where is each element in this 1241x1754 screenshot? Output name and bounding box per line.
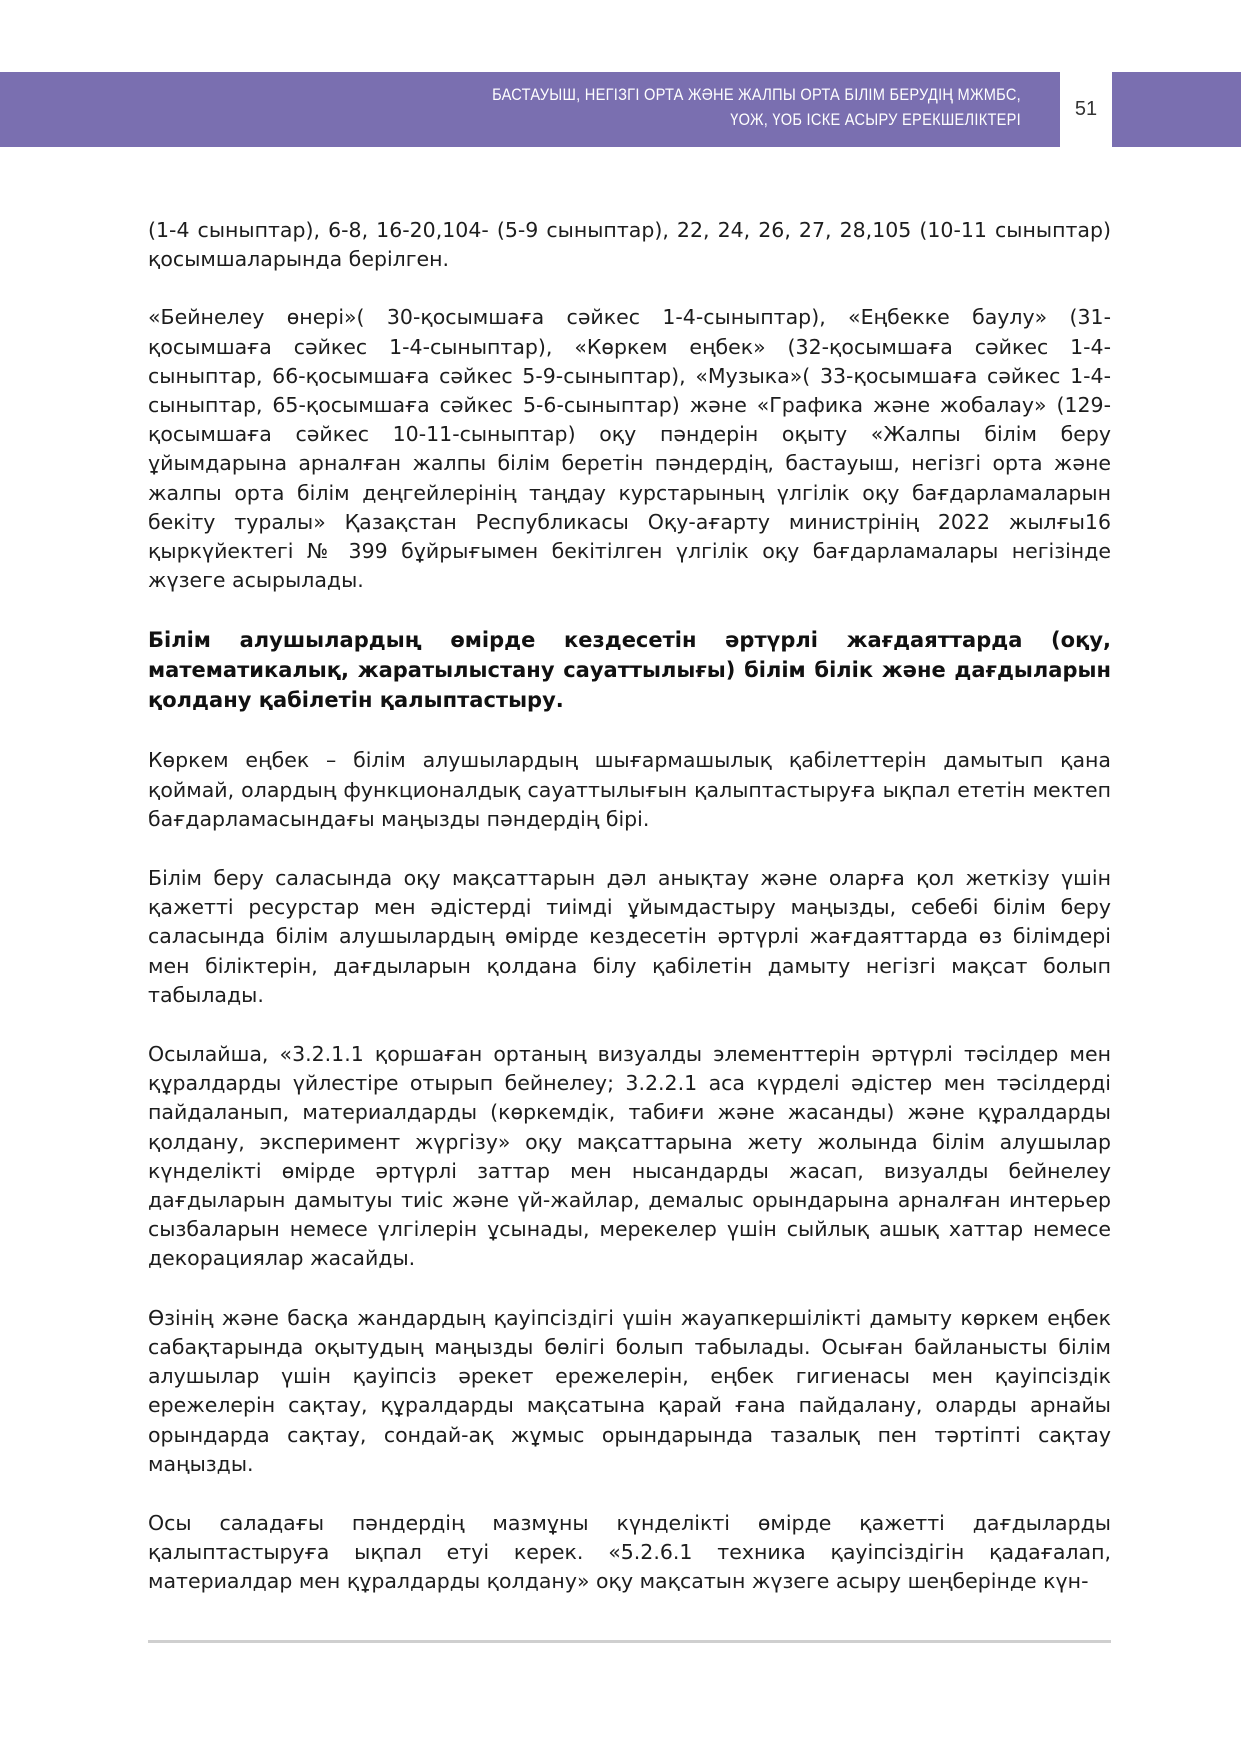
body-paragraph-1: (1-4 сыныптар), 6-8, 16-20,104- (5-9 сыныптар), 22, 24, 26, 27, 28,105 (10-11 сыныптар) қосымшаларында берілген. xyxy=(148,218,1111,272)
running-header xyxy=(419,82,1021,132)
page-body xyxy=(148,216,1111,1627)
body-paragraph-4: Білім беру саласында оқу мақсаттарын дәл анықтау және оларға қол жеткізу үшін қажетті ресурстар мен әдістерді тиімді ұйымдастыру маңызды, себебі білім беру саласында білім алушылардың өмірде кездесетін әртүрлі жағдаяттарда өз білімдері мен біліктерін, дағдыларын қолдана білу қабілетін дамыту негізгі мақсат болып табылады. xyxy=(148,866,1111,1007)
running-header-line-1: БАСТАУЫШ, НЕГІЗГІ ОРТА ЖӘНЕ ЖАЛПЫ ОРТА БІЛІМ БЕРУДІҢ МЖМБС, xyxy=(492,85,1021,104)
body-paragraph-2: «Бейнелеу өнері»( 30-қосымшаға сәйкес 1-4-сыныптар), «Еңбекке баулу» (31-қосымшаға сәйкес 1-4-сыныптар), «Көркем еңбек» (32-қосымшаға сәйкес 1-4-сыныптар, 66-қосымшаға сәйкес 5-9-сыныптар), «Музыка»( 33-қосымшаға сәйкес 1-4-сыныптар, 65-қосымшаға сәйкес 5-6-сыныптар) және «Графика және жобалау» (129-қосымшаға сәйкес 10-11-сыныптар) оқу пәндерін оқыту «Жалпы білім беру ұйымдарына арналған жалпы білім беретін пәндердің, бастауыш, негізгі орта және жалпы орта білім деңгейлерінің таңдау курстарының үлгілік оқу бағдарламаларын бекіту туралы» Қазақстан Республикасы Оқу-ағарту министрінің 2022 жылғы16 қыркүйектегі № 399 бұйрығымен бекітілген үлгілік оқу бағдарламалары негізінде жүзеге асырылады. xyxy=(148,305,1111,593)
body-paragraph-7: Осы саладағы пәндердің мазмұны күнделікті өмірде қажетті дағдыларды қалыптастыруға ықпал етуі керек. «5.2.6.1 техника қауіпсіздігін қадағалап, материалдар мен құралдарды қолдану» оқу мақсатын жүзеге асыру шеңберінде күн- xyxy=(148,1510,1111,1594)
body-paragraph-5: Осылайша, «3.2.1.1 қоршаған ортаның визуалды элементтерін әртүрлі тәсілдер мен құралдарды үйлестіре отырып бейнелеу; 3.2.2.1 аса күрделі әдістер мен тәсілдерді пайдаланып, материалдарды (көркемдік, табиғи және жасанды) және құралдарды қолдану, эксперимент жүргізу» оқу мақсаттарына жету жолында білім алушылар күнделікті өмірде әртүрлі заттар мен нысандарды жасап, визуалды бейнелеу дағдыларын дамытуы тиіс және үй-жайлар, демалыс орындарына арналған интерьер сызбаларын немесе үлгілерін ұсынады, мерекелер үшін сыйлық ашық хаттар немесе декорациялар жасайды. xyxy=(148,1042,1111,1271)
section-heading: Білім алушылардың өмірде кездесетін әртүрлі жағдаяттарда (оқу, математикалық, жаратылыстану сауаттылығы) білім білік және дағдыларын қолдану қабілетін қалыптастыру. xyxy=(148,628,1111,713)
header-corner-block xyxy=(1112,72,1241,147)
footer-rule xyxy=(148,1640,1111,1643)
body-paragraph-6: Өзінің және басқа жандардың қауіпсіздігі үшін жауапкершілікті дамыту көркем еңбек сабақтарында оқытудың маңызды бөлігі болып табылады. Осыған байланысты білім алушылар үшін қауіпсіз әрекет ережелерін, еңбек гигиенасы мен қауіпсіздік ережелерін сақтау, құралдарды мақсатына қарай ғана пайдалану, оларды арнайы орындарда сақтау, сондай-ақ жұмыс орындарында тазалық пен тәртіпті сақтау маңызды. xyxy=(148,1305,1111,1476)
page-number: 51 xyxy=(1074,98,1098,120)
running-header-line-2: ҮОЖ, ҮОБ ІСКЕ АСЫРУ ЕРЕКШЕЛІКТЕРІ xyxy=(730,110,1021,129)
body-paragraph-3: Көркем еңбек – білім алушылардың шығармашылық қабілеттерін дамытып қана қоймай, олардың функционалдық сауаттылығын қалыптастыруға ықпал ететін мектеп бағдарламасындағы маңызды пәндердің бірі. xyxy=(148,748,1111,831)
